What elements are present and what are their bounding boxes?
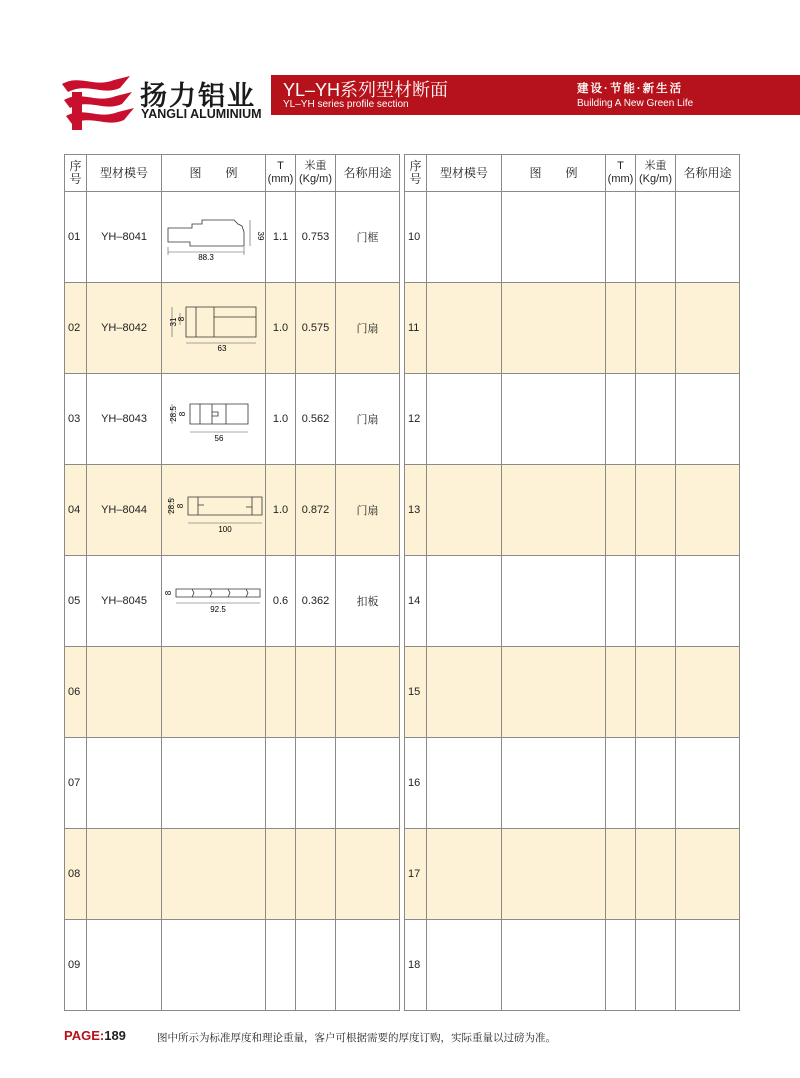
col-model: 型材模号	[87, 155, 162, 192]
weight-value	[636, 647, 676, 738]
weight-value	[636, 465, 676, 556]
dim-height: 8	[164, 590, 173, 596]
col-weight	[636, 155, 676, 192]
weight-value	[636, 738, 676, 829]
table-row	[65, 192, 400, 283]
profile-drawing	[162, 465, 266, 556]
usage-value	[676, 738, 740, 829]
usage-value	[676, 465, 740, 556]
row-number: 16	[405, 738, 427, 829]
usage-value: 门扇	[336, 283, 400, 374]
usage-value	[336, 738, 400, 829]
weight-value: 0.753	[296, 192, 336, 283]
row-number: 01	[65, 192, 87, 283]
header-banner	[271, 75, 800, 115]
col-model: 型材模号	[427, 155, 502, 192]
thickness-value: 1.1	[266, 192, 296, 283]
table-header-row	[405, 155, 740, 192]
usage-value	[336, 920, 400, 1011]
row-number: 05	[65, 556, 87, 647]
page-prefix: PAGE:	[64, 1028, 105, 1043]
profile-model	[427, 465, 502, 556]
table-row	[65, 374, 400, 465]
profile-drawing	[502, 647, 606, 738]
usage-value: 门扇	[336, 374, 400, 465]
col-drawing: 图 例	[162, 155, 266, 192]
slogan-cn: 建设·节能·新生活	[577, 83, 684, 95]
row-number: 03	[65, 374, 87, 465]
thickness-value: 1.0	[266, 283, 296, 374]
table-row	[405, 829, 740, 920]
dim-height: 28.5	[167, 498, 176, 514]
row-number: 12	[405, 374, 427, 465]
row-number: 07	[65, 738, 87, 829]
profile-model	[427, 374, 502, 465]
row-number: 10	[405, 192, 427, 283]
table-row	[405, 738, 740, 829]
weight-value	[636, 374, 676, 465]
weight-value: 0.362	[296, 556, 336, 647]
profile-drawing	[502, 465, 606, 556]
profile-section-drawing-8043	[166, 394, 264, 444]
weight-value	[296, 647, 336, 738]
dim-width: 63	[217, 344, 227, 353]
col-weight-label: 米重	[644, 160, 667, 172]
series-subtitle: YL–YH series profile section	[283, 99, 409, 110]
col-thickness	[266, 155, 296, 192]
profile-table-left	[64, 154, 400, 1011]
table-row	[65, 738, 400, 829]
table-row	[65, 647, 400, 738]
weight-value	[296, 829, 336, 920]
usage-value	[676, 556, 740, 647]
usage-value	[336, 647, 400, 738]
col-weight-unit: (Kg/m)	[639, 173, 672, 185]
thickness-value	[606, 738, 636, 829]
row-number: 11	[405, 283, 427, 374]
dim-width: 100	[218, 525, 232, 534]
profile-drawing	[502, 283, 606, 374]
row-number: 14	[405, 556, 427, 647]
profile-drawing	[162, 283, 266, 374]
row-number: 13	[405, 465, 427, 556]
thickness-value	[606, 192, 636, 283]
thickness-value	[266, 647, 296, 738]
profile-model	[427, 647, 502, 738]
dim-width: 88.3	[198, 253, 214, 262]
table-header-row	[65, 155, 400, 192]
weight-value	[636, 920, 676, 1011]
row-number: 18	[405, 920, 427, 1011]
profile-model	[87, 738, 162, 829]
profile-section-drawing-8041	[166, 214, 264, 260]
weight-value	[636, 283, 676, 374]
table-row	[65, 556, 400, 647]
usage-value: 门扇	[336, 465, 400, 556]
profile-section-drawing-8042	[166, 303, 264, 353]
col-weight-unit: (Kg/m)	[299, 173, 332, 185]
thickness-value	[606, 465, 636, 556]
profile-drawing	[502, 374, 606, 465]
profile-model	[427, 920, 502, 1011]
thickness-value	[266, 738, 296, 829]
profile-model: YH–8045	[87, 556, 162, 647]
col-usage: 名称用途	[336, 155, 400, 192]
page-number	[64, 1028, 126, 1043]
table-row	[65, 283, 400, 374]
page-number-value: 189	[104, 1028, 126, 1043]
profile-table-right	[404, 154, 740, 1011]
dim-width: 92.5	[210, 605, 226, 614]
col-seq: 序号	[405, 155, 427, 192]
row-number: 15	[405, 647, 427, 738]
series-title: YL–YH系列型材断面	[283, 80, 449, 100]
profile-drawing	[162, 920, 266, 1011]
usage-value	[676, 283, 740, 374]
profile-drawing	[502, 192, 606, 283]
table-row	[65, 920, 400, 1011]
thickness-value	[606, 556, 636, 647]
row-number: 04	[65, 465, 87, 556]
profile-model: YH–8044	[87, 465, 162, 556]
dim-depth: 8	[176, 503, 185, 509]
row-number: 08	[65, 829, 87, 920]
table-row	[405, 920, 740, 1011]
profile-drawing	[162, 192, 266, 283]
usage-value	[676, 374, 740, 465]
row-number: 02	[65, 283, 87, 374]
col-usage: 名称用途	[676, 155, 740, 192]
thickness-value	[606, 920, 636, 1011]
thickness-value	[266, 920, 296, 1011]
profile-drawing	[502, 920, 606, 1011]
thickness-value	[606, 374, 636, 465]
usage-value: 门框	[336, 192, 400, 283]
usage-value	[676, 647, 740, 738]
dim-depth: 8	[177, 316, 186, 322]
weight-value: 0.575	[296, 283, 336, 374]
brand-name-cn: 扬力铝业	[140, 81, 256, 111]
profile-section-drawing-8045	[166, 581, 264, 621]
profile-model	[87, 829, 162, 920]
table-row	[405, 465, 740, 556]
dim-height: 28.5	[169, 406, 178, 422]
dim-width: 56	[214, 434, 224, 443]
usage-value	[676, 192, 740, 283]
thickness-value	[606, 829, 636, 920]
table-row	[405, 374, 740, 465]
row-number: 09	[65, 920, 87, 1011]
thickness-value	[606, 283, 636, 374]
profile-model	[427, 829, 502, 920]
profile-model: YH–8042	[87, 283, 162, 374]
thickness-value: 1.0	[266, 465, 296, 556]
profile-model: YH–8043	[87, 374, 162, 465]
profile-model: YH–8041	[87, 192, 162, 283]
profile-drawing	[162, 829, 266, 920]
col-seq: 序号	[65, 155, 87, 192]
table-row	[405, 283, 740, 374]
col-thickness-unit: (mm)	[607, 173, 634, 185]
profile-model	[427, 283, 502, 374]
col-thickness-label: T	[617, 160, 624, 172]
weight-value	[296, 920, 336, 1011]
profile-drawing	[162, 738, 266, 829]
col-thickness	[606, 155, 636, 192]
dim-height: 31	[169, 317, 178, 327]
profile-model	[427, 738, 502, 829]
profile-drawing	[162, 647, 266, 738]
weight-value: 0.872	[296, 465, 336, 556]
brand-name-en: YANGLI ALUMINIUM	[141, 107, 262, 121]
dim-height: 39	[256, 231, 265, 241]
col-weight-label: 米重	[304, 160, 327, 172]
slogan-en: Building A New Green Life	[577, 98, 694, 109]
weight-value	[636, 829, 676, 920]
row-number: 06	[65, 647, 87, 738]
table-row	[405, 556, 740, 647]
footnote: 图中所示为标准厚度和理论重量，客户可根据需要的厚度订购，实际重量以过磅为准。	[157, 1032, 556, 1044]
col-weight	[296, 155, 336, 192]
thickness-value	[606, 647, 636, 738]
col-drawing: 图 例	[502, 155, 606, 192]
profile-model	[87, 647, 162, 738]
profile-drawing	[502, 829, 606, 920]
profile-model	[427, 192, 502, 283]
usage-value	[676, 920, 740, 1011]
profile-drawing	[162, 556, 266, 647]
usage-value	[336, 829, 400, 920]
dim-depth: 8	[178, 411, 187, 417]
table-row	[405, 647, 740, 738]
thickness-value: 1.0	[266, 374, 296, 465]
profile-model	[427, 556, 502, 647]
yangli-logo-icon	[58, 72, 134, 132]
profile-model	[87, 920, 162, 1011]
weight-value	[296, 738, 336, 829]
profile-drawing	[502, 738, 606, 829]
profile-drawing	[502, 556, 606, 647]
row-number: 17	[405, 829, 427, 920]
table-row	[65, 465, 400, 556]
profile-section-drawing-8044	[166, 485, 264, 535]
col-thickness-unit: (mm)	[267, 173, 294, 185]
usage-value	[676, 829, 740, 920]
weight-value: 0.562	[296, 374, 336, 465]
weight-value	[636, 192, 676, 283]
thickness-value: 0.6	[266, 556, 296, 647]
usage-value: 扣板	[336, 556, 400, 647]
weight-value	[636, 556, 676, 647]
table-row	[405, 192, 740, 283]
profile-drawing	[162, 374, 266, 465]
thickness-value	[266, 829, 296, 920]
col-thickness-label: T	[277, 160, 284, 172]
table-row	[65, 829, 400, 920]
